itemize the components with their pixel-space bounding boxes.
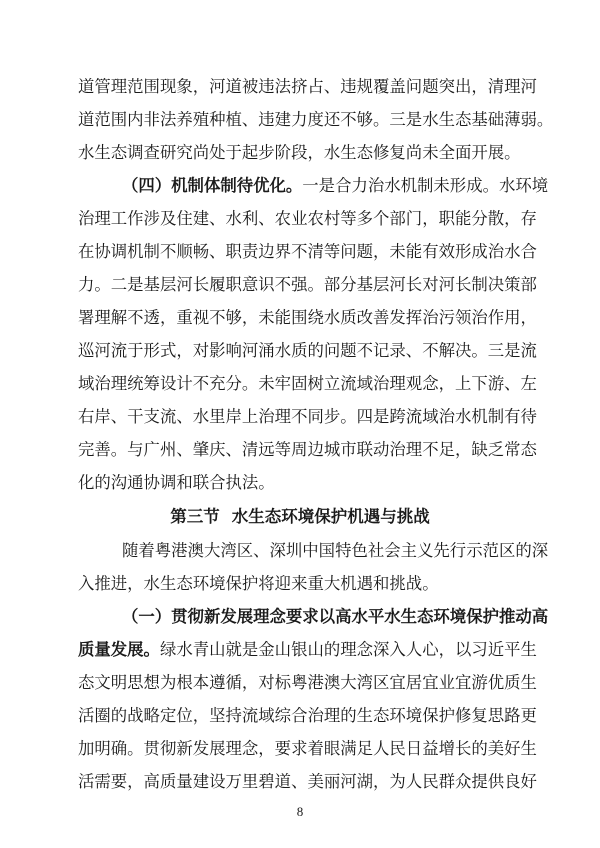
body-text: 道管理范围现象，河道被违法挤占、违规覆盖问题突出，清理河: [78, 77, 537, 96]
text-line: [78, 405, 537, 429]
section-title: 水生态环境保护机遇与挑战: [231, 507, 430, 526]
text-line: [78, 75, 537, 99]
bold-lead-text: （一）贯彻新发展理念要求以高水平水生态环境保护推动高: [122, 607, 549, 626]
body-text: 在协调机制不顺畅、职责边界不清等问题，未能有效形成治水合: [78, 242, 537, 261]
text-line: [78, 438, 537, 462]
body-text: 力。二是基层河长履职意识不强。部分基层河长对河长制决策部: [78, 275, 537, 294]
body-text: 活需要，高质量建设万里碧道、美丽河湖，为人民群众提供良好: [78, 772, 537, 791]
body-text: 化的沟通协调和联合执法。: [78, 473, 275, 492]
text-line: [78, 306, 537, 330]
body-text: 完善。与广州、肇庆、清远等周边城市联动治理不足，缺乏常态: [78, 440, 537, 459]
text-line: [78, 372, 537, 396]
text-line: [122, 174, 549, 198]
body-text: 活圈的战略定位，坚持流域综合治理的生态环境保护修复思路更: [78, 706, 537, 725]
text-line: [78, 770, 537, 794]
body-text: 随着粤港澳大湾区、深圳中国特色社会主义先行示范区的深: [122, 541, 549, 560]
body-text: 入推进，水生态环境保护将迎来重大机遇和挑战。: [78, 574, 439, 593]
bold-lead-text: 质量发展。: [78, 640, 160, 659]
text-line: [78, 273, 537, 297]
section-number: 第三节: [170, 507, 220, 526]
body-text: 道范围内非法养殖种植、违建力度还不够。三是水生态基础薄弱。: [78, 110, 554, 129]
body-text: 署理解不透，重视不够，未能围绕水质改善发挥治污领治作用，: [78, 308, 537, 327]
text-line: [78, 638, 537, 662]
body-text: 加明确。贯彻新发展理念，要求着眼满足人民日益增长的美好生: [78, 739, 537, 758]
text-line: [78, 704, 537, 728]
page-number: 8: [296, 804, 304, 819]
text-line: [78, 108, 554, 132]
body-text: 水生态调查研究尚处于起步阶段，水生态修复尚未全面开展。: [78, 143, 521, 162]
body-text: 态文明思想为根本遵循，对标粤港澳大湾区宜居宜业宜游优质生: [78, 673, 537, 692]
body-text: 巡河流于形式，对影响河涌水质的问题不记录、不解决。三是流: [78, 341, 537, 360]
section-heading: [0, 505, 600, 529]
text-line: [78, 737, 537, 761]
body-text: 一是合力治水机制未形成。水环境: [302, 176, 549, 195]
body-text: 右岸、干支流、水里岸上治理不同步。四是跨流域治水机制有待: [78, 407, 537, 426]
text-line: [78, 141, 523, 165]
body-text: 域治理统筹设计不充分。未牢固树立流域治理观念，上下游、左: [78, 374, 537, 393]
text-line: [78, 339, 537, 363]
text-line: [78, 240, 537, 264]
text-line: [78, 572, 523, 596]
text-line: [78, 207, 537, 231]
text-line: [78, 671, 537, 695]
bold-lead-text: （四）机制体制待优化。: [122, 176, 303, 195]
body-text: 绿水青山就是金山银山的理念深入人心，以习近平生: [159, 640, 537, 659]
text-line: [78, 471, 523, 495]
text-line: [122, 539, 549, 563]
text-line: [122, 605, 549, 629]
body-text: 治理工作涉及住建、水利、农业农村等多个部门，职能分散，存: [78, 209, 537, 228]
